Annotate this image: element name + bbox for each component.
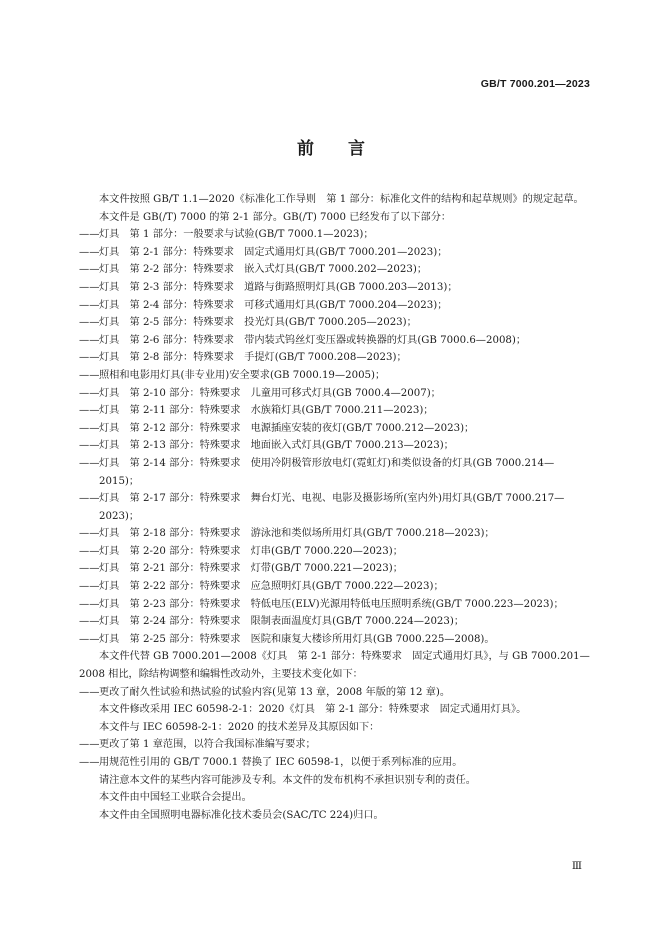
standard-code: GB/T 7000.201—2023 <box>480 78 590 90</box>
published-part-text: 灯具 第 2-20 部分：特殊要求 灯串(GB/T 7000.220—2023)； <box>99 545 403 557</box>
published-part-text: 灯具 第 2-21 部分：特殊要求 灯带(GB/T 7000.221—2023)； <box>99 563 403 575</box>
published-part-text: 灯具 第 2-4 部分：特殊要求 可移式通用灯具(GB/T 7000.204—2023)； <box>99 299 448 311</box>
published-part-text: 灯具 第 2-13 部分：特殊要求 地面嵌入式灯具(GB/T 7000.213—2023)； <box>99 440 454 452</box>
dash-marker: —— <box>79 633 100 645</box>
dash-marker: —— <box>79 493 100 505</box>
dash-marker: —— <box>79 545 100 557</box>
published-part-item <box>79 420 591 438</box>
published-part-item <box>79 261 591 279</box>
published-part-item <box>79 596 591 614</box>
published-part-item <box>79 385 591 403</box>
published-part-text: 灯具 第 2-11 部分：特殊要求 水族箱灯具(GB/T 7000.211—2023)； <box>99 405 434 417</box>
published-part-item <box>79 613 591 631</box>
difference-item-text: 更改了第 1 章范围，以符合我国标准编写要求； <box>99 739 316 751</box>
patent-paragraph: 请注意本文件的某些内容可能涉及专利。本文件的发布机构不承担识别专利的责任。 <box>99 774 476 786</box>
published-part-text: 灯具 第 1 部分：一般要求与试验(GB/T 7000.1—2023)； <box>99 229 374 241</box>
published-part-item <box>79 437 591 455</box>
dash-marker: —— <box>79 757 100 768</box>
published-part-item <box>79 226 591 244</box>
dash-marker: —— <box>79 739 100 751</box>
published-part-text: 灯具 第 2-14 部分：特殊要求 使用冷阴极管形放电灯(霓虹灯)和类似设备的灯具(GB 7000.214—2015)； <box>99 457 555 487</box>
dash-marker: —— <box>79 563 100 575</box>
published-part-text: 灯具 第 2-5 部分：特殊要求 投光灯具(GB/T 7000.205—2023)； <box>99 317 417 329</box>
published-part-item <box>79 367 591 385</box>
published-part-text: 灯具 第 2-18 部分：特殊要求 游泳池和类似场所用灯具(GB/T 7000.218—2023)； <box>99 528 495 540</box>
series-paragraph: 本文件是 GB(/T) 7000 的第 2-1 部分。GB(/T) 7000 已经发布了以下部分： <box>99 211 452 223</box>
intro-paragraph: 本文件按照 GB/T 1.1—2020《标准化工作导则 第 1 部分：标准化文件的结构和起草规则》的规定起草。 <box>99 194 584 205</box>
published-part-item <box>79 297 591 315</box>
managed-by-paragraph: 本文件由全国照明电器标准化技术委员会(SAC/TC 224)归口。 <box>99 809 384 821</box>
published-part-text: 灯具 第 2-25 部分：特殊要求 医院和康复大楼诊所用灯具(GB 7000.225—2008)。 <box>99 633 495 645</box>
dash-marker: —— <box>79 686 100 698</box>
published-part-item <box>79 578 591 596</box>
published-part-text: 灯具 第 2-22 部分：特殊要求 应急照明灯具(GB/T 7000.222—2023)； <box>99 581 444 593</box>
published-part-text: 灯具 第 2-10 部分：特殊要求 儿童用可移式灯具(GB 7000.4—2007)； <box>99 387 441 399</box>
published-part-item <box>79 314 591 332</box>
difference-item <box>79 754 591 772</box>
iec-adoption-paragraph: 本文件修改采用 IEC 60598-2-1：2020《灯具 第 2-1 部分：特殊要求 固定式通用灯具》。 <box>99 704 527 716</box>
dash-marker: —— <box>79 616 100 628</box>
difference-item <box>79 736 591 754</box>
published-part-item <box>79 279 591 297</box>
published-part-item <box>79 560 591 578</box>
dash-marker: —— <box>79 317 100 329</box>
dash-marker: —— <box>79 405 100 417</box>
dash-marker: —— <box>79 598 100 610</box>
published-part-item <box>79 402 591 420</box>
published-part-text: 灯具 第 2-12 部分：特殊要求 电源插座安装的夜灯(GB/T 7000.212—2023)； <box>99 422 475 434</box>
published-part-text: 灯具 第 2-17 部分：特殊要求 舞台灯光、电视、电影及摄影场所(室内外)用灯具(GB/T 7000.217—2023)； <box>99 493 565 522</box>
dash-marker: —— <box>79 281 100 293</box>
published-part-item <box>79 332 591 350</box>
page-title-text: 前言 <box>297 139 399 159</box>
dash-marker: —— <box>79 299 100 311</box>
published-part-item <box>79 349 591 367</box>
published-part-item <box>79 490 591 525</box>
dash-marker: —— <box>79 581 100 593</box>
dash-marker: —— <box>79 246 100 258</box>
difference-item-text: 用规范性引用的 GB/T 7000.1 替换了 IEC 60598-1，以便于系列标准的应用。 <box>99 757 463 768</box>
published-part-text: 灯具 第 2-6 部分：特殊要求 带内装式钨丝灯变压器或转换器的灯具(GB 7000.6—2008)； <box>99 334 527 346</box>
dash-marker: —— <box>79 457 100 469</box>
dash-marker: —— <box>79 264 100 276</box>
dash-marker: —— <box>79 369 100 381</box>
published-part-item <box>79 631 591 649</box>
published-part-text: 灯具 第 2-24 部分：特殊要求 限制表面温度灯具(GB/T 7000.224—2023)； <box>99 616 465 628</box>
dash-marker: —— <box>79 528 100 540</box>
dash-marker: —— <box>79 422 100 434</box>
dash-marker: —— <box>79 440 100 452</box>
page-number: Ⅲ <box>571 860 582 872</box>
page-title <box>0 134 662 159</box>
dash-marker: —— <box>79 229 100 241</box>
published-part-text: 灯具 第 2-2 部分：特殊要求 嵌入式灯具(GB/T 7000.202—2023)； <box>99 264 428 276</box>
published-part-text: 灯具 第 2-23 部分：特殊要求 特低电压(ELV)光源用特低电压照明系统(GB/T 7000.223—2023)； <box>99 598 564 610</box>
published-part-item <box>79 543 591 561</box>
change-item <box>79 684 591 702</box>
change-item-text: 更改了耐久性试验和热试验的试验内容(见第 13 章，2008 年版的第 12 章)。 <box>99 686 451 698</box>
published-part-text: 灯具 第 2-8 部分：特殊要求 手提灯(GB/T 7000.208—2023)； <box>99 352 407 364</box>
published-part-item <box>79 525 591 543</box>
published-part-text: 灯具 第 2-3 部分：特殊要求 道路与街路照明灯具(GB 7000.203—2013)； <box>99 281 458 293</box>
published-part-item <box>79 455 591 490</box>
published-parts-list <box>79 226 591 648</box>
replacement-paragraph: 本文件代替 GB 7000.201—2008《灯具 第 2-1 部分：特殊要求 固定式通用灯具》，与 GB 7000.201—2008 相比，除结构调整和编辑性改动外，主要技术变化如下： <box>79 651 590 681</box>
foreword-body <box>79 191 591 824</box>
dash-marker: —— <box>79 352 100 364</box>
published-part-text: 灯具 第 2-1 部分：特殊要求 固定式通用灯具(GB/T 7000.201—2023)； <box>99 246 448 258</box>
dash-marker: —— <box>79 334 100 346</box>
dash-marker: —— <box>79 387 100 399</box>
iec-difference-paragraph: 本文件与 IEC 60598-2-1：2020 的技术差异及其原因如下： <box>99 721 380 733</box>
proposed-by-paragraph: 本文件由中国轻工业联合会提出。 <box>99 792 252 804</box>
published-part-text: 照相和电影用灯具(非专业用)安全要求(GB 7000.19—2005)； <box>99 369 386 381</box>
published-part-item <box>79 244 591 262</box>
